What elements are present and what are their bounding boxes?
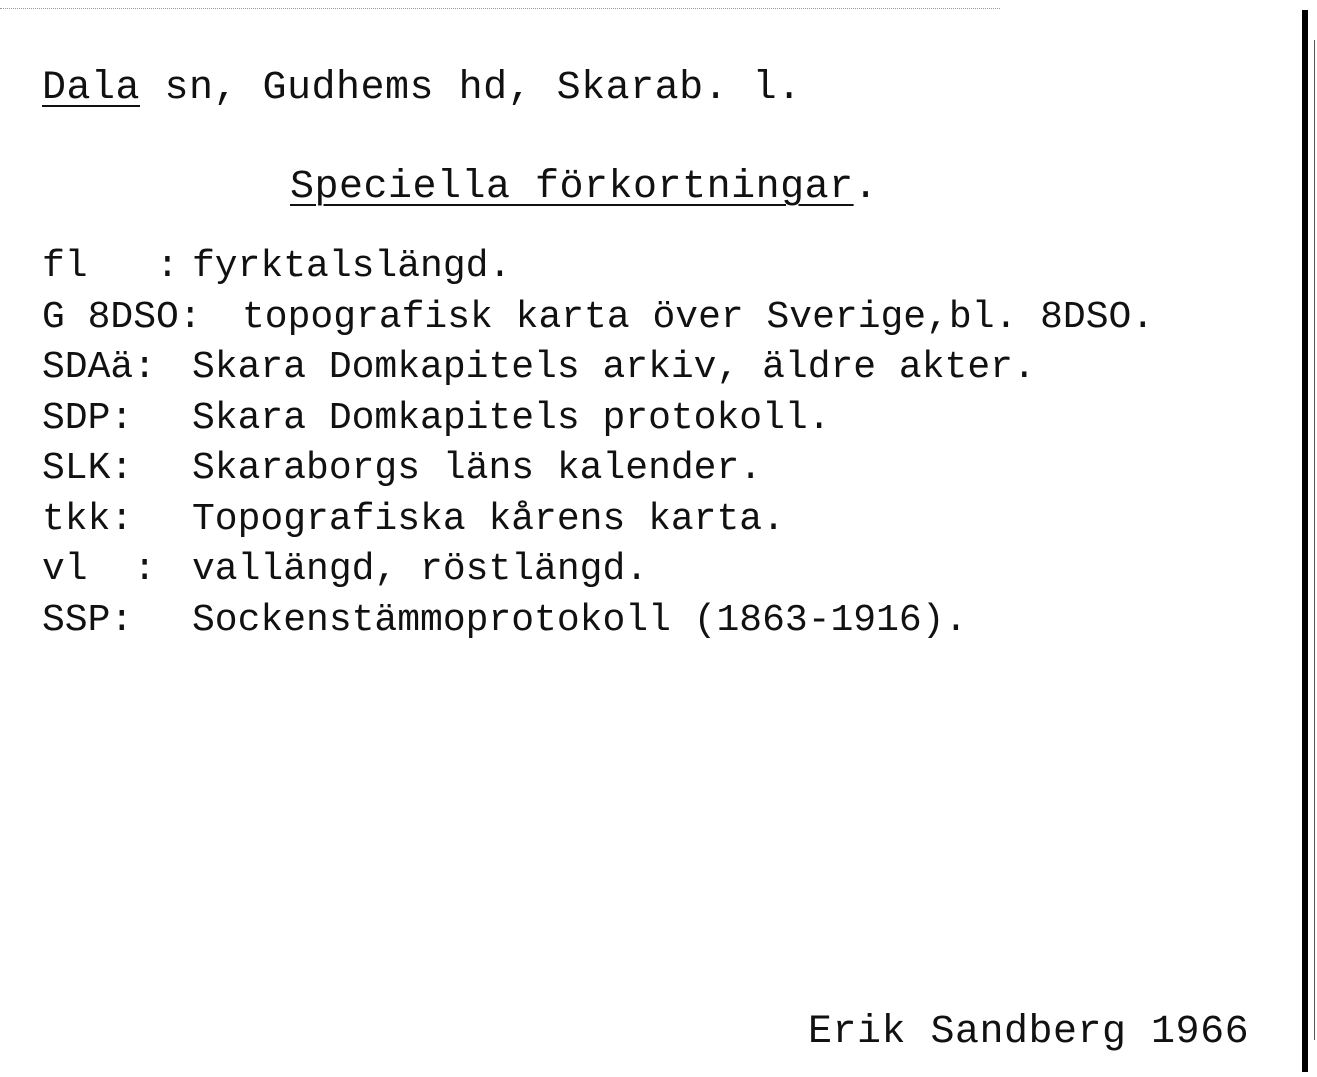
abbreviation-term: SLK: xyxy=(42,447,134,490)
abbreviation-definition: Skara Domkapitels protokoll. xyxy=(192,396,831,440)
abbreviation-term: fl : xyxy=(42,245,179,288)
abbreviation-term: vl : xyxy=(42,548,157,591)
scan-top-edge xyxy=(0,8,1000,9)
abbreviation-term: G 8DSO: xyxy=(42,295,202,339)
abbreviation-entry xyxy=(42,242,512,293)
abbreviation-list xyxy=(42,242,1155,646)
abbreviation-definition: Skaraborgs läns kalender. xyxy=(192,447,763,490)
abbreviation-entry xyxy=(42,596,968,647)
abbreviation-definition: Topografiska kårens karta. xyxy=(192,497,785,541)
card-header xyxy=(42,64,802,114)
author-signature: Erik Sandberg 1966 xyxy=(808,1010,1250,1055)
abbreviation-entry xyxy=(42,293,1155,344)
abbreviation-entry xyxy=(42,545,649,596)
abbreviation-definition: fyrktalslängd. xyxy=(192,245,512,288)
card-subtitle xyxy=(290,163,878,213)
abbreviation-term: SSP: xyxy=(42,598,134,642)
header-location: sn, Gudhems hd, Skarab. l. xyxy=(140,66,802,111)
abbreviation-definition: vallängd, röstlängd. xyxy=(192,548,649,591)
abbreviation-entry xyxy=(42,444,763,495)
card-right-shadow xyxy=(1314,40,1315,1040)
parish-name: Dala xyxy=(42,66,141,111)
card-right-border xyxy=(1302,10,1308,1072)
abbreviation-definition: topografisk karta över Sverige,bl. 8DSO. xyxy=(242,295,1155,339)
abbreviation-term: tkk: xyxy=(42,497,134,541)
abbreviation-entry xyxy=(42,343,1036,394)
abbreviation-definition: Skara Domkapitels arkiv, äldre akter. xyxy=(192,346,1036,389)
abbreviation-term: SDP: xyxy=(42,396,134,440)
subtitle-period: . xyxy=(853,165,879,210)
abbreviation-entry xyxy=(42,495,785,546)
subtitle-text: Speciella förkortningar xyxy=(290,165,854,210)
abbreviation-definition: Sockenstämmoprotokoll (1863-1916). xyxy=(192,598,968,642)
abbreviation-entry xyxy=(42,394,831,445)
abbreviation-term: SDAä: xyxy=(42,346,157,389)
